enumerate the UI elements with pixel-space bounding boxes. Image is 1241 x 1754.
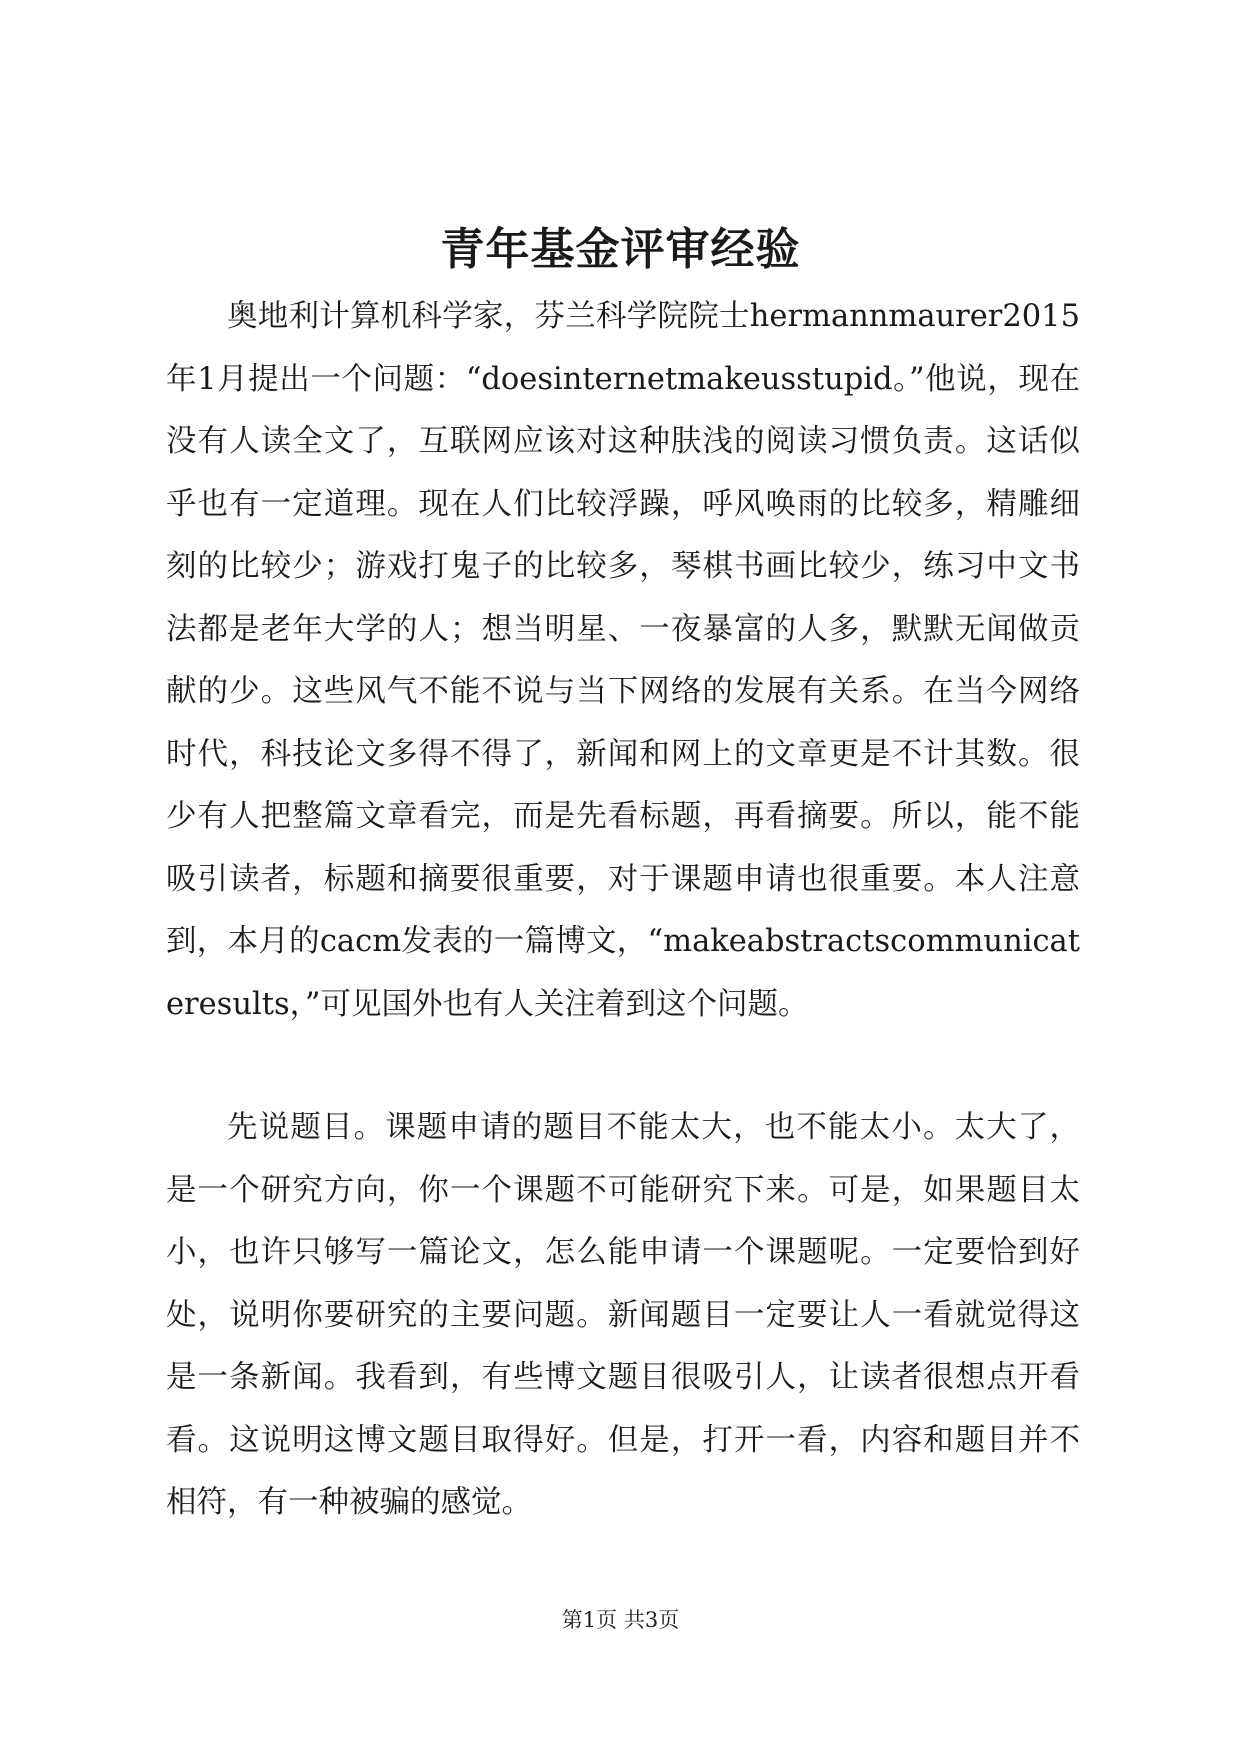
body-paragraph: 先说题目。课题申请的题目不能太大，也不能太小。太大了，是一个研究方向，你一个课题不可能研究下来。可是，如果题目太小，也许只够写一篇论文，怎么能申请一个课题呢。一定要恰到好处，说明你要研究的主要问题。新闻题目一定要让人一看就觉得这是一条新闻。我看到，有些博文题目很吸引人，让读者很想点开看看。这说明这博文题目取得好。但是，打开一看，内容和题目并不相符，有一种被骗的感觉。 bbox=[166, 1110, 1080, 1520]
body-paragraph: 奥地利计算机科学家，芬兰科学院院士hermannmaurer2015年1月提出一个问题：“doesinternetmakeusstupid。”他说，现在没有人读全文了，互联网应该对这种肤浅的阅读习惯负责。这话似乎也有一定道理。现在人们比较浮躁，呼风唤雨的比较多，精雕细刻的比较少；游戏打鬼子的比较多，琴棋书画比较少，练习中文书法都是老年大学的人；想当明星、一夜暴富的人多，默默无闻做贡献的少。这些风气不能不说与当下网络的发展有关系。在当今网络时代，科技论文多得不得了，新闻和网上的文章更是不计其数。很少有人把整篇文章看完，而是先看标题，再看摘要。所以，能不能吸引读者，标题和摘要很重要，对于课题申请也很重要。本人注意到，本月的cacm发表的一篇博文，“makeabstractscommunicateresults，”可见国外也有人关注着到这个问题。 bbox=[166, 299, 1080, 1022]
document-title: 青年基金评审经验 bbox=[440, 224, 801, 275]
page-number-footer: 第1页 共3页 bbox=[561, 1608, 680, 1632]
